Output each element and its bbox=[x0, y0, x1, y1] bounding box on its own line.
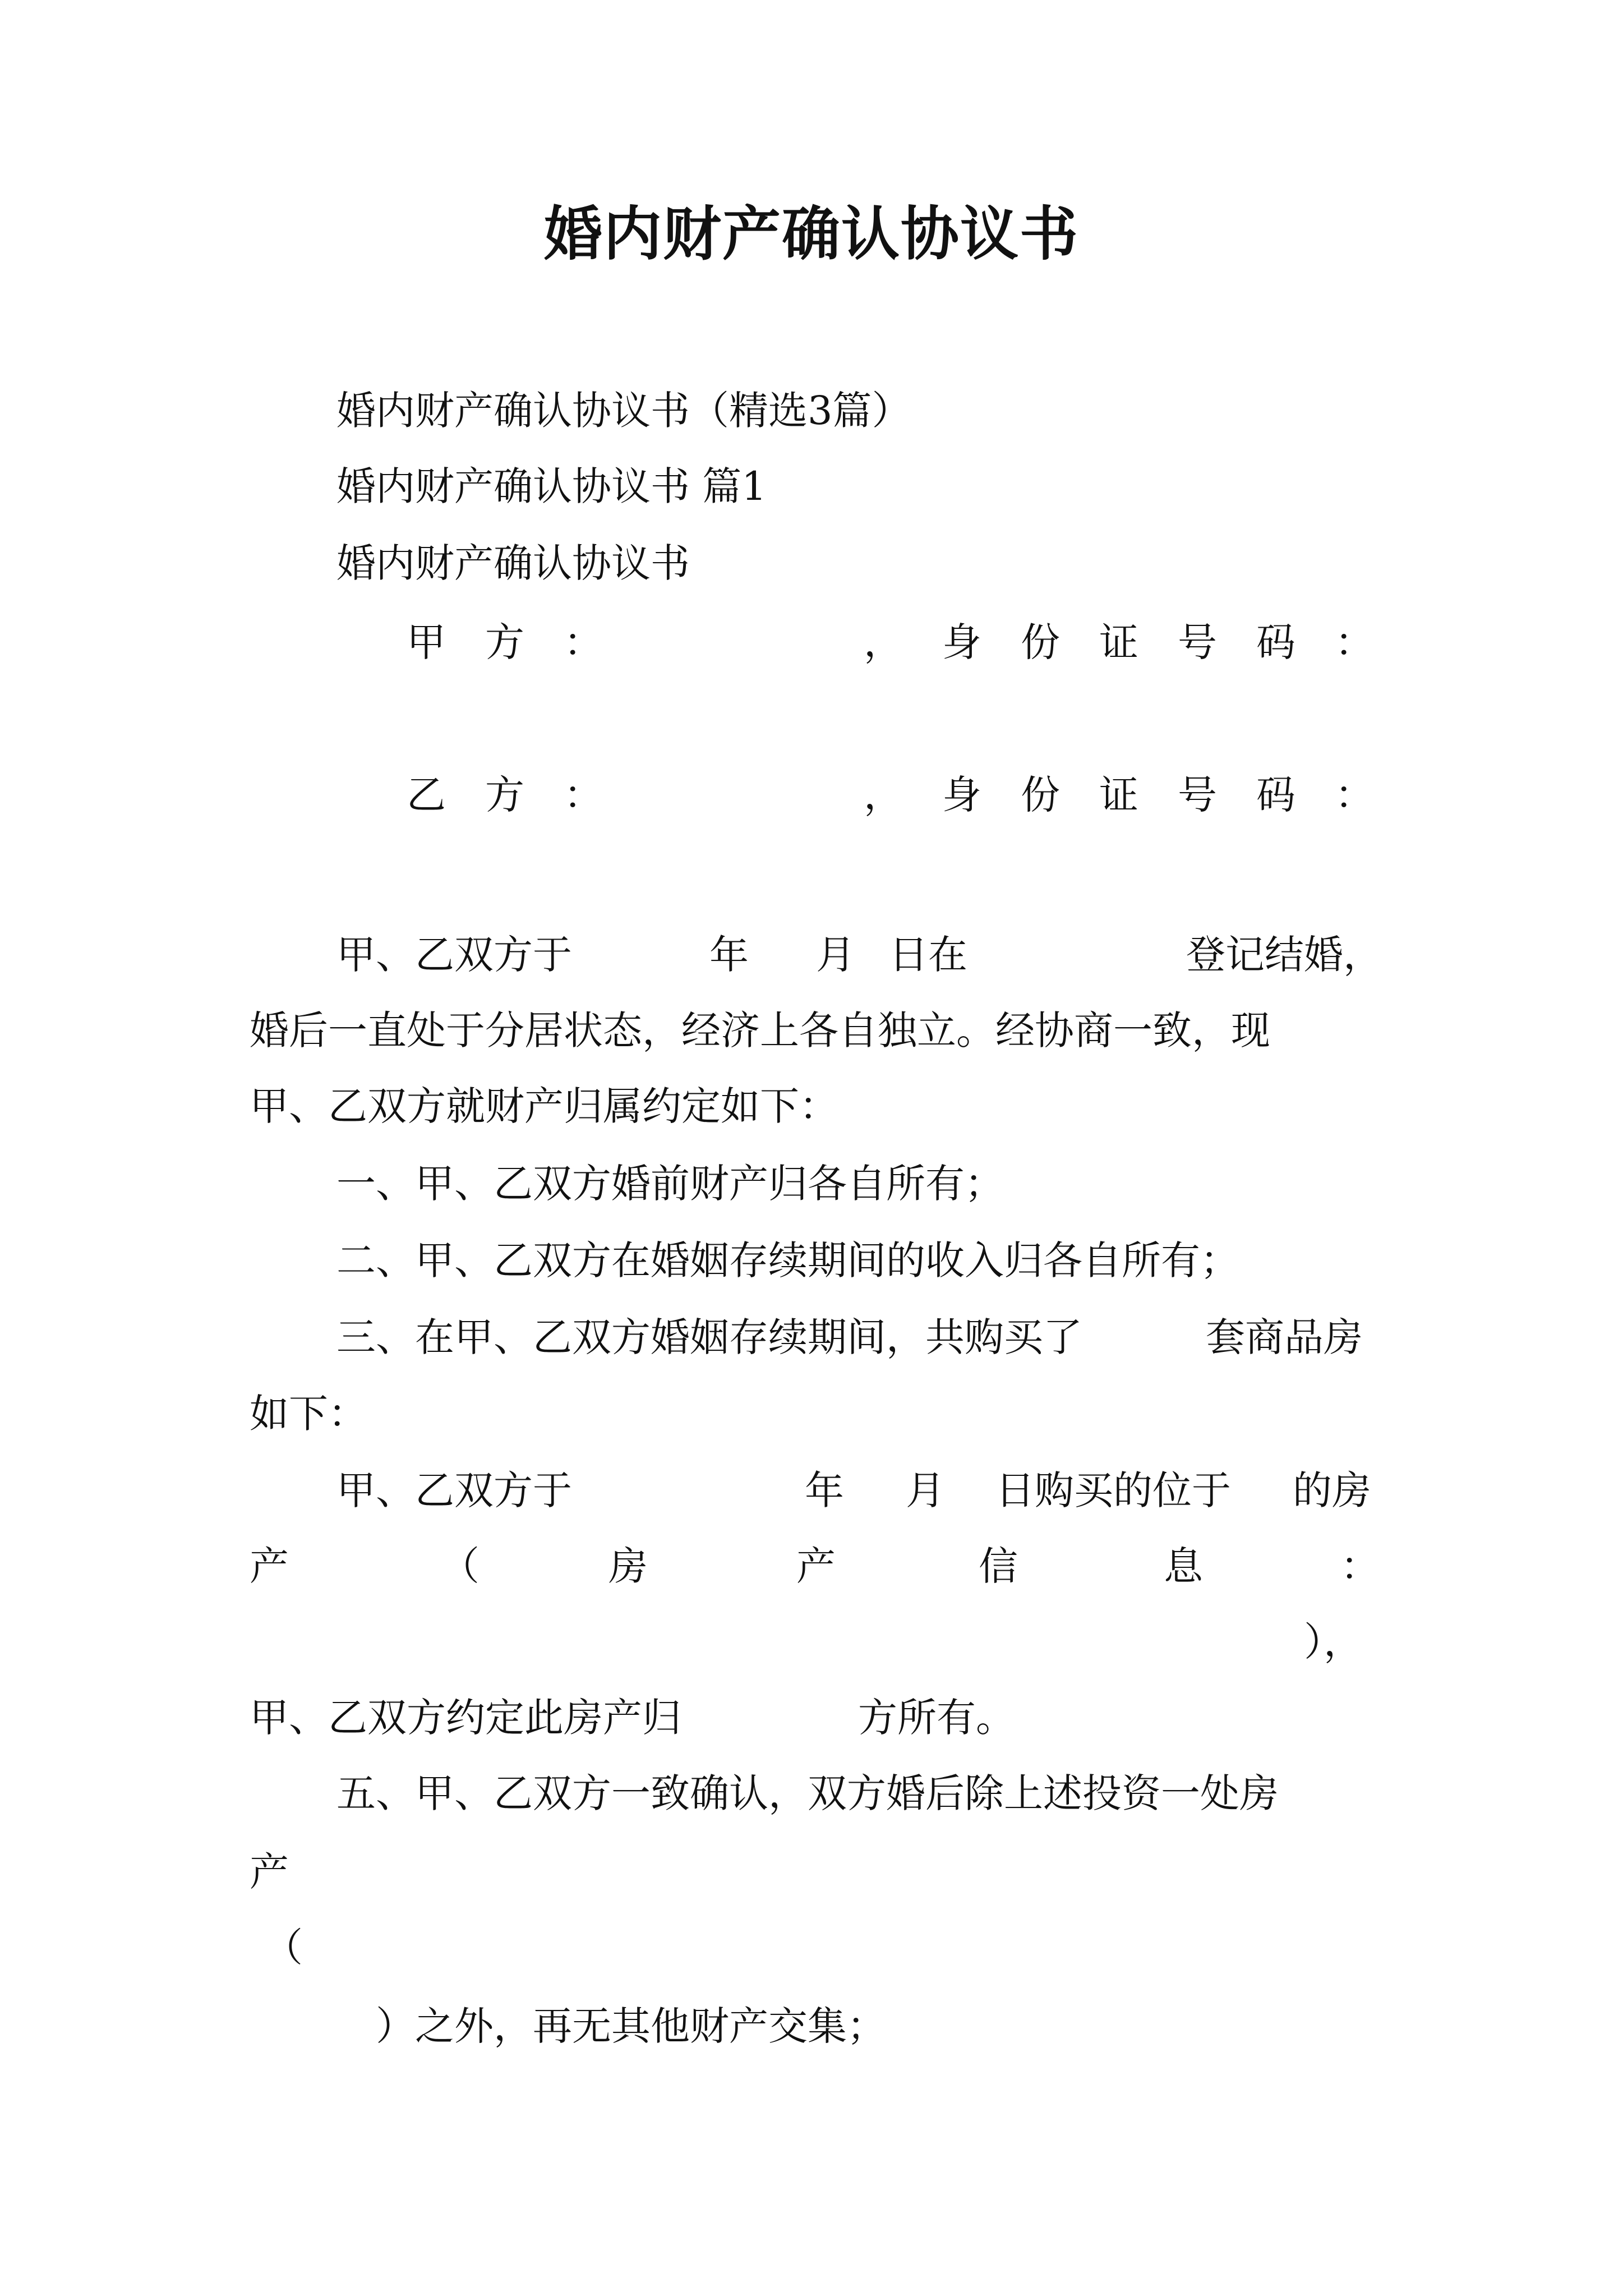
clause-3-part-2: 套商品房 bbox=[1206, 1314, 1363, 1360]
party-b-label-char: 乙 bbox=[407, 772, 446, 818]
document-title: 婚内财产确认协议书 bbox=[543, 199, 1079, 268]
property-info-close: ）， bbox=[1304, 1619, 1363, 1665]
party-a-id-char: ： bbox=[1335, 619, 1374, 665]
party-b-label-char: 方 bbox=[485, 772, 524, 818]
purchase-month: 月 bbox=[906, 1467, 945, 1513]
property-info-char: 息 bbox=[1164, 1543, 1203, 1589]
party-b-id-char: 号 bbox=[1178, 772, 1217, 818]
property-info-char: 信 bbox=[979, 1543, 1018, 1589]
ownership-suffix: 方所有。 bbox=[858, 1695, 1015, 1741]
party-a-comma: ， bbox=[864, 619, 903, 665]
party-b-id-char: 码 bbox=[1256, 772, 1295, 818]
party-a-label-char: 甲 bbox=[407, 619, 446, 665]
party-a-id-char: 份 bbox=[1021, 619, 1060, 665]
purchase-day-bought: 日购买的位于 bbox=[995, 1467, 1231, 1513]
party-b-comma: ， bbox=[864, 772, 903, 818]
document-subtitle: 婚内财产确认协议书（精选3篇） bbox=[336, 388, 911, 434]
property-info-char: 房 bbox=[608, 1543, 648, 1589]
section-heading: 婚内财产确认协议书 篇1 bbox=[336, 463, 767, 509]
party-b-id-char: 份 bbox=[1021, 772, 1060, 818]
property-info-char: 产 bbox=[796, 1543, 836, 1589]
marriage-day-at: 日在 bbox=[889, 932, 967, 978]
party-b-id-char: 身 bbox=[942, 772, 981, 818]
property-info-char: （ bbox=[440, 1543, 479, 1589]
marriage-line-3: 甲、乙双方就财产归属约定如下： bbox=[250, 1083, 838, 1129]
marriage-prefix: 甲、乙双方于 bbox=[336, 932, 572, 978]
property-info-char: 产 bbox=[250, 1543, 289, 1589]
clause-2: 二、甲、乙双方在婚姻存续期间的收入归各自所有； bbox=[336, 1237, 1239, 1283]
party-a-id-char: 证 bbox=[1099, 619, 1138, 665]
party-a-label-char: 方 bbox=[485, 619, 524, 665]
party-b-label-char: ： bbox=[564, 772, 603, 818]
party-a-id-char: 身 bbox=[942, 619, 981, 665]
party-a-label-char: ： bbox=[564, 619, 603, 665]
marriage-year: 年 bbox=[709, 932, 749, 978]
party-b-id-char: 证 bbox=[1099, 772, 1138, 818]
purchase-prefix: 甲、乙双方于 bbox=[336, 1467, 572, 1513]
marriage-registered: 登记结婚， bbox=[1186, 932, 1382, 978]
marriage-month: 月 bbox=[816, 932, 855, 978]
clause-5-open-paren: （ bbox=[264, 1925, 303, 1971]
clause-1: 一、甲、乙双方婚前财产归各自所有； bbox=[336, 1161, 1004, 1207]
clause-5-line-1: 五、甲、乙双方一致确认，双方婚后除上述投资一处房 bbox=[336, 1770, 1279, 1816]
property-info-char: ： bbox=[1340, 1543, 1380, 1589]
party-a-id-char: 码 bbox=[1256, 619, 1295, 665]
clause-3-part-1: 三、在甲、乙双方婚姻存续期间，共购买了 bbox=[336, 1314, 1082, 1360]
ownership-prefix: 甲、乙双方约定此房产归 bbox=[250, 1695, 681, 1741]
marriage-line-2: 婚后一直处于分居状态，经济上各自独立。经协商一致，现 bbox=[250, 1007, 1270, 1053]
agreement-name: 婚内财产确认协议书 bbox=[336, 540, 690, 586]
purchase-year: 年 bbox=[805, 1467, 844, 1513]
clause-5-closing: ）之外，再无其他财产交集； bbox=[376, 2003, 886, 2049]
purchase-property: 的房 bbox=[1293, 1467, 1371, 1513]
clause-3-continuation: 如下： bbox=[250, 1391, 367, 1437]
clause-5-line-2: 产 bbox=[250, 1849, 289, 1895]
party-a-id-char: 号 bbox=[1178, 619, 1217, 665]
party-b-id-char: ： bbox=[1335, 772, 1374, 818]
